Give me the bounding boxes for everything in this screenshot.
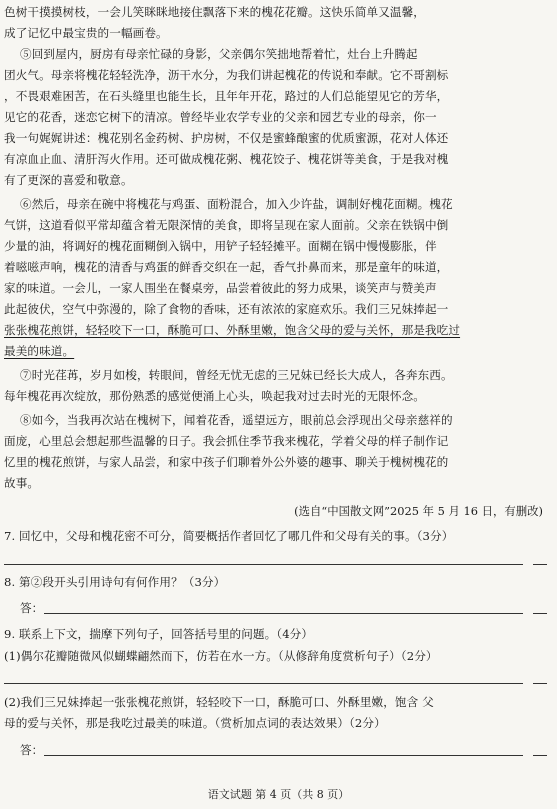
paragraph-line: 色树干摸摸树枝，一会儿笑眯眯地接住飘落下来的槐花花瓣。这快乐简单又温馨， (4, 5, 425, 19)
paragraph-line: 每年槐花再次绽放，那份熟悉的感觉便涌上心头，唤起我对过去时光的无限怀念。 (4, 389, 425, 403)
paragraph-line: 见它的花香，迷恋它树下的清凉。曾经毕业农学专业的父亲和园艺专业的母亲，你一 (4, 110, 437, 124)
answer-row-q9-2[interactable] (4, 742, 553, 758)
question-9-1: (1)偶尔花瓣随微风似蝴蝶翩然而下，仿若在水一方。（从修辞角度赏析句子）（2分） (4, 649, 438, 663)
paragraph-5-start: ⑤回到屋内，厨房有母亲忙碌的身影，父亲偶尔笑拙地帮着忙，灶台上升腾起 (20, 47, 418, 61)
paragraph-line: 团火气。母亲将槐花轻轻洗净，沥干水分，为我们讲起槐花的传说和奉献。它不哥割标 (4, 68, 449, 82)
paragraph-line: 面庞，心里总会想起那些温馨的日子。我会抓住季节我来槐花，学着父母的样子制作记 (4, 434, 449, 448)
paragraph-line: ，不畏艰难困苦，在石头缝里也能生长，且年年开花，路过的人们总能望见它的芳华， (4, 89, 449, 103)
answer-label: 答： (20, 601, 44, 615)
page-footer: 语文试题 第 4 页（共 8 页） (207, 788, 350, 801)
underlined-sentence-line: 张张槐花煎饼，轻轻咬下一口，酥脆可口、外酥里嫩，饱含父母的爱与关怀，那是我吃过 (4, 323, 461, 337)
answer-line-q9-1[interactable] (4, 670, 553, 686)
paragraph-line: 成了记忆中最宝贵的一幅画卷。 (4, 26, 168, 40)
paragraph-line: 气饼，这道看似平常却蕴含着无限深情的美食，即将呈现在家人面前。父亲在铁锅中倒 (4, 218, 449, 232)
underlined-sentence-end: 最美的味道。 (4, 344, 75, 358)
paragraph-line: 着嗞嗞声响，槐花的清香与鸡蛋的鲜香交织在一起，香气扑鼻而来，那是童年的味道， (4, 260, 449, 274)
paragraph-line: 有了更深的喜爱和敬意。 (4, 173, 133, 187)
paragraph-line: 家的味道。一会儿，一家人围坐在餐桌旁，品尝着彼此的努力成果，谈笑声与赞美声 (4, 281, 437, 295)
paragraph-line: 有凉血止血、清肝泻火作用。还可做成槐花粥、槐花饺子、槐花饼等美食，于是我对槐 (4, 152, 449, 166)
answer-label: 答： (20, 743, 44, 757)
answer-line-q7[interactable] (4, 551, 553, 567)
question-7: 7. 回忆中，父母和槐花密不可分，简要概括作者回忆了哪几件和父母有关的事。（3分） (4, 529, 454, 543)
question-8: 8. 第②段开头引用诗句有何作用？（3分） (4, 575, 226, 589)
paragraph-line: 忆里的槐花煎饼，与家人品尝，和家中孩子们聊着外公外婆的趣事、聊关于槐树槐花的 (4, 455, 449, 469)
paragraph-line: 少量的油，将调好的槐花面糊倒入锅中，用铲子轻轻摊平。面糊在锅中慢慢膨胀，伴 (4, 239, 437, 253)
paragraph-7-start: ⑦时光荏苒，岁月如梭，转眼间，曾经无忧无虑的三兄妹已经长大成人，各奔东西。 (20, 368, 453, 382)
paragraph-line: 此起彼伏，空气中弥漫的，除了食物的香味，还有浓浓的家庭欢乐。我们三兄妹捧起一 (4, 302, 449, 316)
source-citation: (选自“中国散文网”2025 年 5 月 16 日，有删改) (294, 504, 543, 518)
paragraph-6-start: ⑥然后，母亲在碗中将槐花与鸡蛋、面粉混合，加入少许盐，调制好槐花面糊。槐花 (20, 197, 453, 211)
paragraph-8-start: ⑧如今，当我再次站在槐树下，闻着花香，遥望远方，眼前总会浮现出父母亲慈祥的 (20, 413, 453, 427)
paragraph-line: 我一句娓娓讲述：槐花别名金药树、护房树，不仅是蜜蜂酿蜜的优质蜜源，花对人体还 (4, 131, 449, 145)
question-9-2-cont: 母的爱与关怀，那是我吃过最美的味道。（赏析加点词的表达效果）（2分） (4, 716, 386, 730)
paragraph-line: 故事。 (4, 476, 40, 490)
answer-row-q8[interactable] (4, 600, 553, 616)
question-9: 9. 联系上下文，揣摩下列句子，回答括号里的问题。（4分） (4, 627, 314, 641)
question-9-2: (2)我们三兄妹捧起一张张槐花煎饼，轻轻咬下一口，酥脆可口、外酥里嫩，饱含 父 (4, 695, 434, 709)
